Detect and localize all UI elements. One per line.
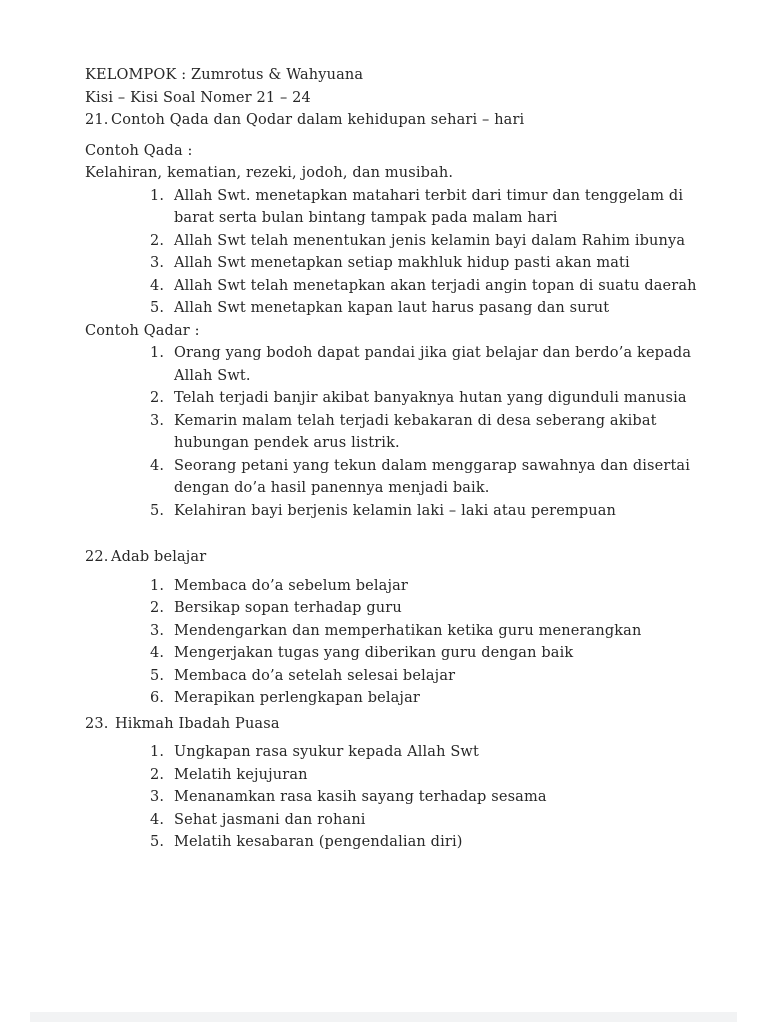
list-item: Membaca do’a setelah selesai belajar (174, 667, 456, 684)
section-title: Hikmah Ibadah Puasa (115, 715, 280, 732)
list-item: Melatih kejujuran (174, 766, 308, 783)
list-item: Sehat jasmani dan rohani (174, 811, 366, 828)
list-item: Melatih kesabaran (pengendalian diri) (174, 834, 463, 850)
list-item: Allah Swt menetapkan kapan laut harus pasang dan surut (174, 300, 610, 316)
section-22 (85, 546, 710, 710)
section-title: Adab belajar (111, 549, 207, 565)
list-item: Allah Swt telah menentukan jenis kelamin bayi dalam Rahim ibunya (174, 232, 686, 249)
list-item: Merapikan perlengkapan belajar (174, 690, 420, 706)
list-item: Membaca do’a sebelum belajar (174, 577, 408, 594)
section-title: Contoh Qada dan Qodar dalam kehidupan sehari – hari (111, 112, 525, 128)
list-item: Kemarin malam telah terjadi kebakaran di desa seberang akibat hubungan pendek arus listrik. (174, 412, 657, 451)
section-number: 22. (85, 549, 109, 565)
next-page-gap-strip (30, 1012, 737, 1022)
list-item: Allah Swt menetapkan setiap makhluk hidup pasti akan mati (174, 255, 630, 271)
list-item: Seorang petani yang tekun dalam menggarap sawahnya dan disertai dengan do’a hasil panennya menjadi baik. (174, 457, 691, 496)
qada-intro: Kelahiran, kematian, rezeki, jodoh, dan musibah. (85, 165, 454, 181)
list-item: Mendengarkan dan memperhatikan ketika guru menerangkan (174, 622, 642, 639)
section-23-heading (85, 713, 710, 736)
qadar-subheading: Contoh Qadar : (85, 322, 200, 339)
section-23 (85, 713, 710, 854)
group-line: KELOMPOK : Zumrotus & Wahyuana (85, 67, 364, 83)
list-item: Allah Swt telah menetapkan akan terjadi angin topan di suatu daerah (174, 277, 697, 294)
qadar-examples-list (150, 342, 710, 522)
list-item: Ungkapan rasa syukur kepada Allah Swt (174, 744, 479, 760)
section-21 (85, 109, 710, 522)
list-item: Kelahiran bayi berjenis kelamin laki – laki atau perempuan (174, 502, 617, 519)
section-21-heading (85, 109, 710, 132)
section-number: 23. (85, 715, 109, 732)
list-item: Bersikap sopan terhadap guru (174, 600, 402, 616)
hikmah-puasa-list (150, 741, 710, 854)
section-number: 21. (85, 112, 109, 128)
adab-belajar-list (150, 575, 710, 710)
list-item: Menanamkan rasa kasih sayang terhadap sesama (174, 789, 547, 805)
exam-items-range-line: Kisi – Kisi Soal Nomer 21 – 24 (85, 89, 311, 106)
qada-subheading: Contoh Qada : (85, 142, 193, 159)
list-item: Mengerjakan tugas yang diberikan guru dengan baik (174, 645, 574, 661)
list-item: Allah Swt. menetapkan matahari terbit dari timur dan tenggelam di barat serta bulan bintang tampak pada malam hari (174, 187, 684, 226)
list-item: Telah terjadi banjir akibat banyaknya hutan yang digunduli manusia (174, 390, 687, 406)
qada-examples-list (150, 185, 710, 320)
section-22-heading (85, 546, 710, 569)
list-item: Orang yang bodoh dapat pandai jika giat belajar dan berdo’a kepada Allah Swt. (174, 345, 692, 384)
